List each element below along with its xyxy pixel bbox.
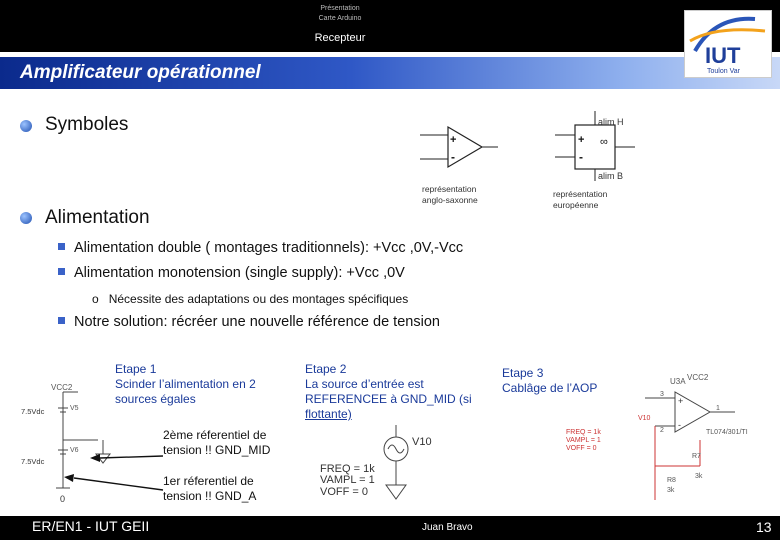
v6-value: 7.5Vdc (21, 457, 45, 466)
square-bullet-icon (58, 317, 65, 324)
gnd-symbol (386, 485, 406, 499)
list-item-alim-double (58, 240, 463, 256)
alim-h-label: alim H (598, 117, 624, 127)
v10-label: V10 (412, 436, 432, 448)
gnd-a-line2: tension !! GND_A (163, 489, 257, 503)
zero-label: 0 (60, 494, 66, 504)
list-item-text: Alimentation monotension (single supply): +Vcc ,0V (74, 265, 405, 281)
infinity-symbol: ∞ (600, 136, 608, 148)
opamp-ref-label: TL074/301/TI (706, 429, 748, 436)
step3-schematic (560, 370, 760, 510)
pin3-label: 3 (660, 391, 664, 398)
step3-line1: Cablâge de l’AOP (502, 381, 598, 395)
anglo-caption-1: représentation (422, 184, 477, 194)
top-navigation-bar (0, 0, 780, 52)
step1-line1: Scinder l’alimentation en 2 (115, 377, 256, 391)
logo-text: IUT (705, 43, 741, 68)
nav-item-recepteur[interactable]: Recepteur (314, 32, 366, 44)
freq-label: FREQ = 1k (320, 463, 375, 475)
voff-label: VOFF = 0 (320, 486, 368, 498)
opamp-anglo-symbol (420, 127, 498, 205)
footer-bar (0, 516, 780, 540)
alim-b-label: alim B (598, 171, 624, 181)
square-bullet-icon (58, 243, 65, 250)
step3-title: Etape 3 (502, 366, 544, 380)
euro-caption-2: européenne (553, 200, 599, 210)
gnd-mid-annotation (163, 428, 270, 458)
r8-value: 3k (667, 487, 675, 494)
pin2-label: 2 (660, 427, 664, 434)
annotation-arrows (60, 440, 165, 500)
bullet-icon (20, 212, 32, 224)
opamp-euro-symbol (553, 111, 635, 210)
u3a-label: U3A (670, 377, 686, 386)
r8-label: R8 (667, 477, 676, 484)
step2-text (305, 362, 472, 422)
heading-symboles: Symboles (45, 114, 129, 135)
slide-title: Amplificateur opérationnel (20, 62, 261, 83)
list-item-text: Alimentation double ( montages traditionnels): +Vcc ,0V,-Vcc (74, 240, 464, 256)
step1-text (115, 362, 256, 407)
v5-value: 7.5Vdc (21, 407, 45, 416)
bullet-icon (20, 120, 32, 132)
minus-sign: - (678, 420, 681, 430)
step2-line2: REFERENCEE à GND_MID (si (305, 392, 472, 406)
pin1-label: 1 (716, 405, 720, 412)
opamp-symbols-figure (410, 105, 650, 215)
minus-sign: - (451, 150, 455, 164)
gnd-mid-line1: 2ème réferentiel de (163, 428, 267, 442)
plus-sign: + (678, 396, 684, 406)
v10-label: V10 (638, 415, 651, 422)
list-item-solution (58, 314, 440, 330)
iut-logo (684, 10, 772, 78)
list-item-text: Nécessite des adaptations ou des montages spécifiques (108, 292, 409, 306)
step2-schematic (318, 425, 438, 513)
logo-subtext: Toulon Var (707, 68, 740, 75)
footer-course: ER/EN1 - IUT GEII (32, 518, 150, 534)
gnd-a-annotation (163, 474, 256, 504)
step2-title: Etape 2 (305, 362, 347, 376)
r7-label: R7 (692, 453, 701, 460)
step1-line2: sources égales (115, 392, 196, 406)
gnd-mid-line2: tension !! GND_MID (163, 443, 271, 457)
plus-sign: + (450, 134, 457, 146)
v5-label: V5 (70, 405, 79, 412)
top-navigation (300, 0, 380, 52)
voff-label: VOFF = 0 (566, 445, 597, 452)
euro-caption-1: représentation (553, 189, 608, 199)
sub-bullet: o (92, 292, 99, 306)
v6-label: V6 (70, 447, 79, 454)
heading-alimentation: Alimentation (45, 207, 150, 228)
vcc2-label: VCC2 (51, 383, 73, 392)
step2-line1: La source d’entrée est (305, 377, 424, 391)
footer-author: Juan Bravo (422, 522, 473, 533)
nav-item-carte-arduino[interactable]: Carte Arduino (318, 15, 362, 22)
nav-item-presentation[interactable]: Présentation (320, 5, 360, 12)
list-item-adaptations (92, 292, 408, 306)
square-bullet-icon (58, 268, 65, 275)
list-item-alim-mono (58, 265, 405, 281)
step1-title: Etape 1 (115, 362, 157, 376)
step2-line3: flottante) (305, 407, 352, 421)
anglo-caption-2: anglo-saxonne (422, 195, 478, 205)
freq-label: FREQ = 1k (566, 429, 601, 436)
list-item-text: Notre solution: récréer une nouvelle référence de tension (74, 314, 440, 330)
r7-value: 3k (695, 473, 703, 480)
plus-sign: + (578, 134, 585, 146)
title-bar (0, 57, 780, 89)
vampl-label: VAMPL = 1 (320, 474, 375, 486)
minus-sign: - (579, 150, 583, 164)
gnd-a-line1: 1er réferentiel de (163, 474, 254, 488)
vcc2-label: VCC2 (687, 373, 709, 382)
vampl-label: VAMPL = 1 (566, 437, 601, 444)
page-number: 13 (756, 519, 772, 535)
